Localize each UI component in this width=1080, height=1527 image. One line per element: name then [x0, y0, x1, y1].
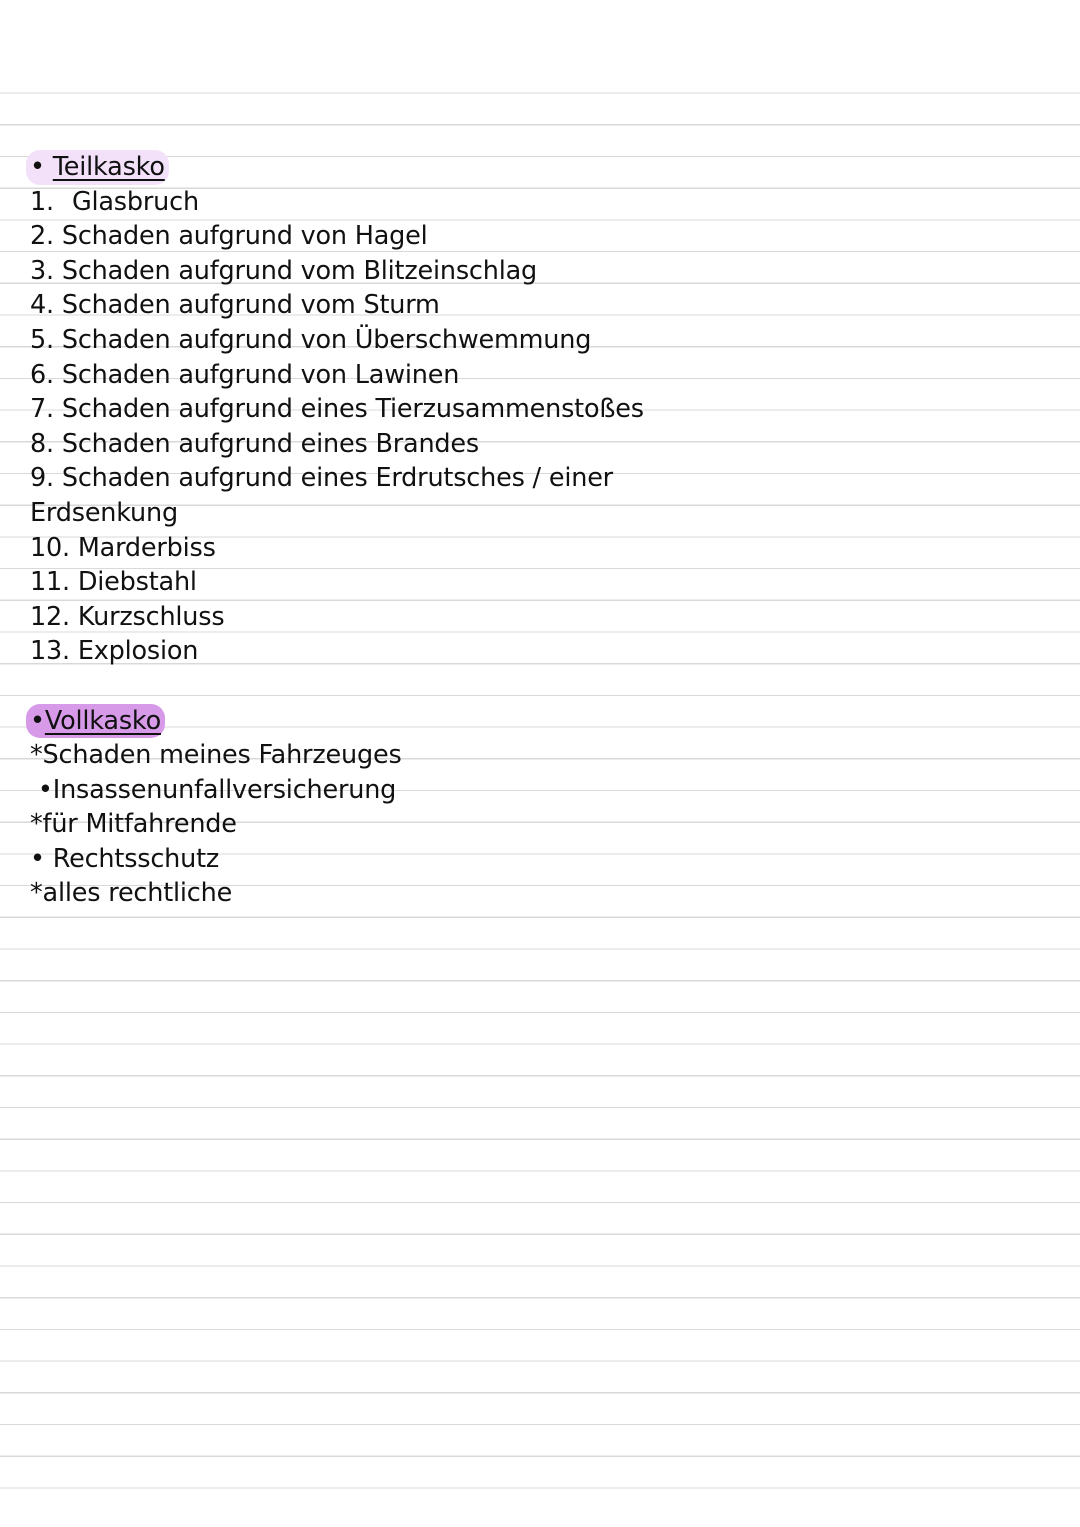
list-item: 2. Schaden aufgrund von Hagel — [30, 221, 428, 252]
vollkasko-heading-line — [30, 704, 1030, 739]
teilkasko-heading-line — [30, 150, 1030, 185]
list-item: 9. Schaden aufgrund eines Erdrutsches / einer — [30, 463, 613, 494]
list-item: 13. Explosion — [30, 636, 199, 667]
vollkasko-line: •Insassenunfallversicherung — [30, 774, 397, 805]
list-item: 11. Diebstahl — [30, 567, 197, 598]
list-item-text: Glasbruch — [71, 186, 199, 217]
teilkasko-title: Teilkasko — [52, 152, 165, 182]
teilkasko-bullet: • — [30, 152, 45, 182]
notes-body — [30, 150, 1030, 911]
vollkasko-line: *für Mitfahrende — [30, 809, 237, 840]
vollkasko-line: • Rechtsschutz — [30, 843, 220, 874]
list-item: 3. Schaden aufgrund vom Blitzeinschlag — [30, 255, 538, 286]
list-item: 5. Schaden aufgrund von Überschwemmung — [30, 324, 592, 355]
list-item: 8. Schaden aufgrund eines Brandes — [30, 428, 479, 459]
list-item: 4. Schaden aufgrund vom Sturm — [30, 290, 440, 321]
vollkasko-heading-highlight — [26, 704, 165, 739]
list-item-continuation: Erdsenkung — [30, 497, 178, 528]
vollkasko-bullet: • — [30, 705, 45, 736]
teilkasko-heading-highlight — [26, 150, 169, 185]
vollkasko-title: Vollkasko — [44, 705, 161, 736]
list-item-number: 1. — [30, 186, 54, 217]
list-item: 7. Schaden aufgrund eines Tierzusammenstoßes — [30, 394, 644, 425]
list-item — [30, 185, 1030, 220]
list-item: 10. Marderbiss — [30, 532, 216, 563]
section-spacer — [30, 669, 1030, 704]
list-item: 12. Kurzschluss — [30, 601, 225, 632]
vollkasko-line: *Schaden meines Fahrzeuges — [30, 740, 402, 771]
vollkasko-line: *alles rechtliche — [30, 878, 233, 909]
list-item: 6. Schaden aufgrund von Lawinen — [30, 359, 460, 390]
